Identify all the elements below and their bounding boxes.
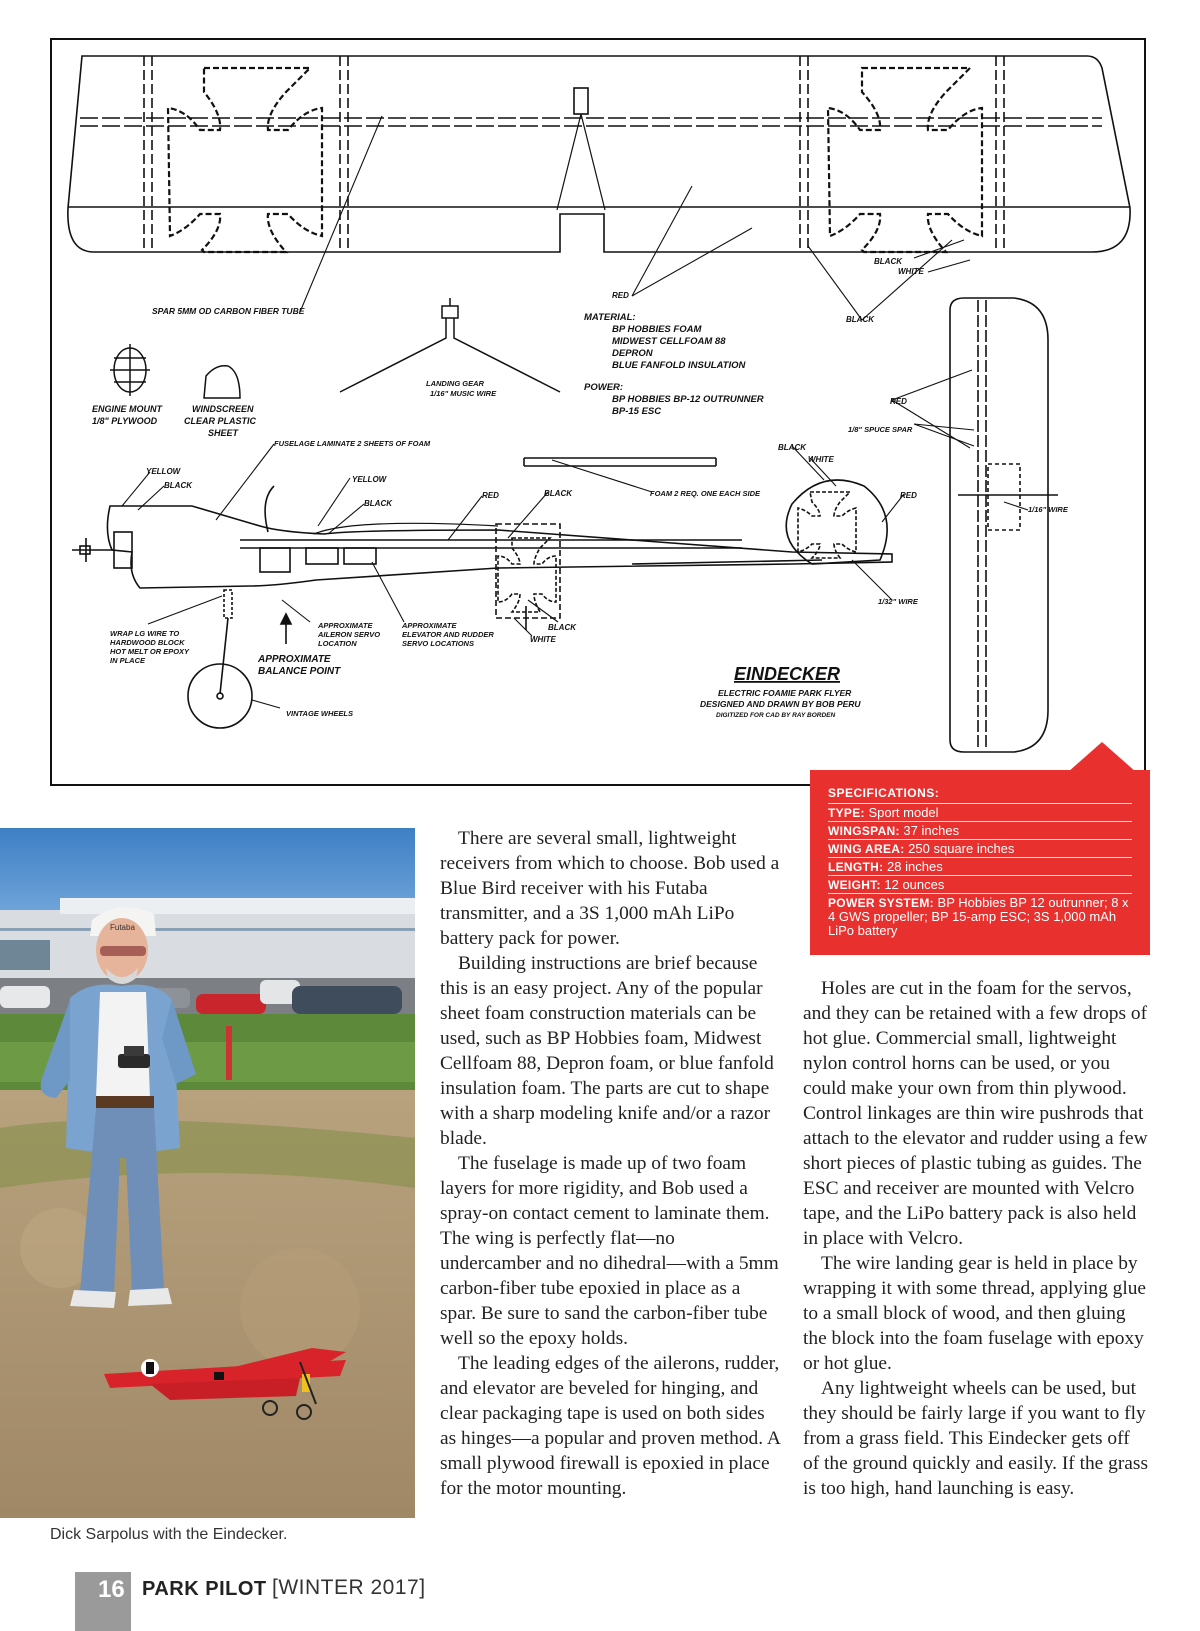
- label-wire-116: 1/16" WIRE: [1028, 505, 1068, 514]
- label-red-2: RED: [890, 397, 907, 406]
- label-landing-gear-2: 1/16" MUSIC WIRE: [430, 389, 497, 398]
- wing-cross-right: [828, 68, 982, 252]
- windscreen: [204, 366, 240, 398]
- label-windscreen-1: WINDSCREEN: [192, 404, 254, 414]
- label-elevator-servo-3: SERVO LOCATIONS: [402, 639, 474, 648]
- label-black-4: BLACK: [164, 481, 192, 490]
- label-balance-2: BALANCE POINT: [258, 666, 341, 677]
- plan-drawing: [50, 38, 1146, 786]
- label-yellow-2: YELLOW: [352, 475, 387, 484]
- paragraph: There are several small, lightweight receivers from which to choose. Bob used a Blue Bird receiver with his Futaba transmitter, and a 3S 1,000 mAh LiPo battery pack for power.: [440, 828, 780, 949]
- wheel: [188, 664, 252, 728]
- spec-box-notch: [1068, 742, 1136, 772]
- issue-label: [WINTER 2017]: [272, 1576, 426, 1599]
- spec-row-type: TYPE: Sport model: [828, 803, 1132, 821]
- label-balance-1: APPROXIMATE: [258, 654, 331, 665]
- plan-subtitle: ELECTRIC FOAMIE PARK FLYER: [718, 688, 852, 698]
- wing-outline: [68, 56, 1130, 252]
- label-spruce-spar: 1/8" SPUCE SPAR: [848, 425, 913, 434]
- label-elevator-servo-2: ELEVATOR AND RUDDER: [402, 630, 494, 639]
- paragraph: The wire landing gear is held in place by wrapping it with some thread, applying glue to a small block of wood, and then gluing the block into the foam fuselage with epoxy or hot glue.: [803, 1253, 1147, 1374]
- label-wrap-4: IN PLACE: [110, 656, 146, 665]
- label-yellow-1: YELLOW: [146, 467, 181, 476]
- label-aileron-servo-2: AILERON SERVO: [318, 630, 381, 639]
- label-material-1: BP HOBBIES FOAM: [612, 324, 702, 335]
- label-engine-mount-1: ENGINE MOUNT: [92, 404, 163, 414]
- plan-designer: DESIGNED AND DRAWN BY BOB PERU: [700, 699, 861, 709]
- label-engine-mount-2: 1/8" PLYWOOD: [92, 416, 158, 426]
- plan-svg: [52, 40, 1148, 788]
- wing-cross-left: [168, 68, 322, 252]
- paragraph: Building instructions are brief because this is an easy project. Any of the popular sheet foam construction materials can be used, such as BP Hobbies foam, Midwest Cellfoam 88, Depron foam, or blue fanfold insulation foam. The parts are cut to shape with a sharp modeling knife and/or a razor blade.: [440, 953, 774, 1149]
- label-wire-132: 1/32" WIRE: [878, 597, 918, 606]
- label-black-6: BLACK: [544, 489, 572, 498]
- label-material-4: BLUE FANFOLD INSULATION: [612, 360, 746, 371]
- label-foam-2-req: FOAM 2 REQ. ONE EACH SIDE: [650, 489, 761, 498]
- spec-row-power-system: POWER SYSTEM: BP Hobbies BP 12 outrunner; 8 x 4 GWS propeller; BP 15-amp ESC; 3S 1,000 mAh LiPo battery: [828, 893, 1132, 939]
- label-power-heading: POWER:: [584, 382, 624, 393]
- cap-text: Futaba: [110, 923, 135, 932]
- label-windscreen-3: SHEET: [208, 428, 239, 438]
- plan-digitizer: DIGITIZED FOR CAD BY RAY BORDEN: [716, 712, 836, 719]
- photo-dick-sarpolus: [0, 828, 415, 1518]
- label-material-2: MIDWEST CELLFOAM 88: [612, 336, 726, 347]
- label-black-2: BLACK: [846, 315, 874, 324]
- label-aileron-servo-1: APPROXIMATE: [318, 621, 373, 630]
- spec-heading: SPECIFICATIONS:: [828, 786, 940, 800]
- label-spar: SPAR 5MM OD CARBON FIBER TUBE: [152, 306, 305, 316]
- article-column-1: [440, 826, 780, 1501]
- label-wrap-1: WRAP LG WIRE TO: [110, 629, 180, 638]
- fuselage-cross: [498, 538, 556, 612]
- label-black-1: BLACK: [874, 257, 902, 266]
- stabilizer: [950, 298, 1058, 752]
- label-white-2: WHITE: [808, 455, 834, 464]
- label-landing-gear-1: LANDING GEAR: [426, 379, 484, 388]
- spec-row-length: LENGTH: 28 inches: [828, 857, 1132, 875]
- label-red-3: RED: [482, 491, 499, 500]
- paragraph: Any lightweight wheels can be used, but they should be fairly large if you want to fly from a grass field. This Eindecker gets off of the ground quickly and easily. If the grass is too high, hand launching is easy.: [803, 1378, 1148, 1499]
- paragraph: Holes are cut in the foam for the servos, and they can be retained with a few drops of hot glue. Commercial small, lightweight nylon control horns can be used, or you could make your own from thin plywood. Control linkages are thin wire pushrods that attach to the elevator and rudder using a few short pieces of plastic tubing as guides. The ESC and receiver are mounted with Velcro tape, and the LiPo battery pack is also held in place with Velcro.: [803, 978, 1148, 1249]
- plan-title: EINDECKER: [734, 664, 841, 684]
- paragraph: The leading edges of the ailerons, rudder, and elevator are beveled for hinging, and clear packaging tape is used on both sides as hinges—a popular and proven method. A small plywood firewall is epoxied in place for the motor mounting.: [440, 1353, 780, 1499]
- label-elevator-servo-1: APPROXIMATE: [402, 621, 457, 630]
- spec-row-weight: WEIGHT: 12 ounces: [828, 875, 1132, 893]
- label-windscreen-2: CLEAR PLASTIC: [184, 416, 256, 426]
- label-red-1: RED: [612, 291, 629, 300]
- label-black-7: BLACK: [548, 623, 576, 632]
- label-red-4: RED: [900, 491, 917, 500]
- magazine-title: PARK PILOT: [142, 1578, 267, 1600]
- article-column-2: [803, 976, 1148, 1501]
- spec-row-wing-area: WING AREA: 250 square inches: [828, 839, 1132, 857]
- paragraph: The fuselage is made up of two foam layers for more rigidity, and Bob used a spray-on contact cement to laminate them. The wing is perfectly flat—no undercamber and no dihedral—with a 5mm carbon-fiber tube epoxied in place as a spar. Be sure to sand the carbon-fiber tube well so the epoxy holds.: [440, 1153, 779, 1349]
- label-material-3: DEPRON: [612, 348, 653, 359]
- label-wrap-2: HARDWOOD BLOCK: [110, 638, 185, 647]
- page-number: 16: [98, 1576, 125, 1603]
- photo-illustration: [0, 828, 415, 1518]
- label-white-1: WHITE: [898, 267, 924, 276]
- photo-caption: Dick Sarpolus with the Eindecker.: [50, 1526, 288, 1543]
- label-wrap-3: HOT MELT OR EPOXY: [110, 647, 190, 656]
- landing-gear-front: [340, 298, 560, 392]
- label-black-5: BLACK: [364, 499, 392, 508]
- label-material-heading: MATERIAL:: [584, 312, 636, 323]
- specifications-box: [810, 770, 1150, 955]
- label-power-1: BP HOBBIES BP-12 OUTRUNNER: [612, 394, 764, 405]
- label-white-3: WHITE: [530, 635, 556, 644]
- label-fuselage-laminate: FUSELAGE LAMINATE 2 SHEETS OF FOAM: [274, 439, 431, 448]
- label-aileron-servo-3: LOCATION: [318, 639, 357, 648]
- label-power-2: BP-15 ESC: [612, 406, 662, 417]
- spec-row-wingspan: WINGSPAN: 37 inches: [828, 821, 1132, 839]
- rudder-cross: [798, 492, 856, 558]
- label-black-3: BLACK: [778, 443, 806, 452]
- label-vintage-wheels: VINTAGE WHEELS: [286, 709, 353, 718]
